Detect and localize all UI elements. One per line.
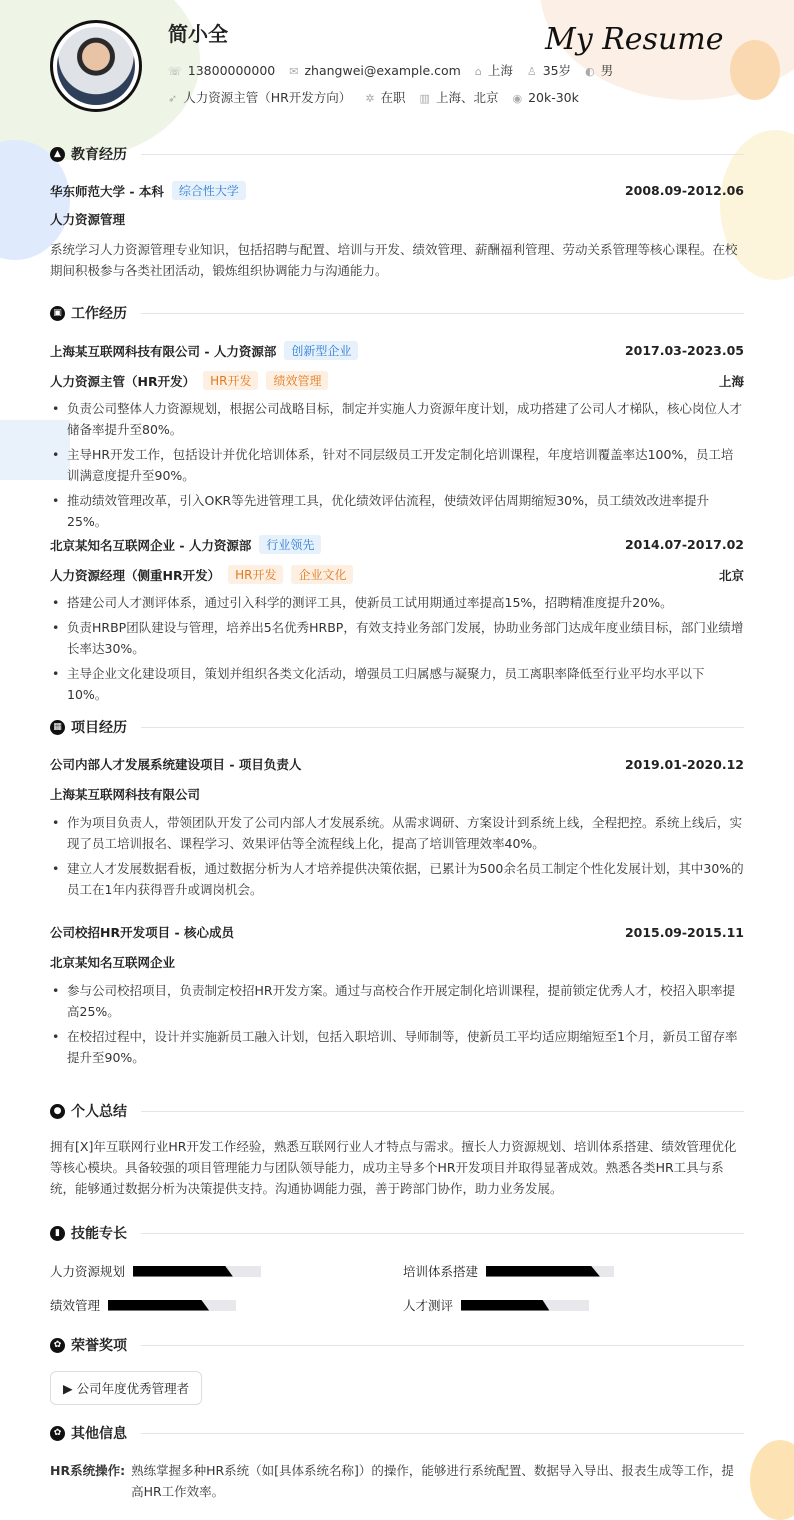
section-projects (50, 717, 744, 737)
project-header (50, 755, 744, 773)
salary: 20k-30k (528, 89, 579, 105)
section-education (50, 144, 744, 164)
position: 人力资源主管（HR开发方向） (183, 90, 352, 105)
project-date: 2019.01-2020.12 (624, 756, 744, 772)
skill-item (50, 1262, 261, 1280)
briefcase-icon: ▣ (50, 306, 65, 321)
other-label: HR系统操作: (50, 1463, 126, 1478)
major-text: 人力资源管理 (50, 212, 126, 227)
skill-bar (461, 1300, 589, 1311)
work-city: 北京 (718, 567, 744, 583)
building-icon: ▥ (419, 92, 430, 105)
role: 人力资源主管（HR开发） (50, 373, 196, 389)
skill-name: 人才测评 (403, 1298, 454, 1313)
other-text: 熟练掌握多种HR系统（如[具体系统名称]）的操作，能够进行系统配置、数据导入导出、报表生成等工作，提高HR工作效率。 (131, 1463, 734, 1499)
project-name: 公司校招HR开发项目 - 核心成员 (50, 925, 234, 940)
bullet: • 参与公司校招项目，负责制定校招HR开发方案。通过与高校合作开展定制化培训课程，提前锁定优秀人才，校招入职率提高25%。 (50, 980, 744, 1022)
company-tag: 行业领先 (259, 535, 321, 554)
section-summary (50, 1101, 744, 1121)
summary-text: 拥有[X]年互联网行业HR开发工作经验，熟悉互联网行业人才特点与需求。擅长人力资源规划、培训体系搭建、绩效管理优化等核心模块。具备较强的项目管理能力与团队领导能力，成功主导多个HR开发项目并取得显著成效。熟悉各类HR工具与系统，能够通过数据分析为决策提供支持。沟通协调能力强，善于跨部门协作，助力业务发展。 (50, 1139, 737, 1196)
section-work (50, 303, 744, 323)
section-title: 个人总结 (71, 1104, 127, 1120)
info-icon: ✿ (50, 1426, 65, 1441)
skill-item (403, 1262, 614, 1280)
project-bullets (50, 812, 744, 904)
project-org-name: 北京某知名互联网企业 (50, 955, 176, 970)
work-title-group (50, 341, 358, 360)
school: 华东师范大学 - 本科 (50, 183, 164, 199)
mail-icon: ✉ (289, 64, 299, 78)
bullet: • 作为项目负责人，带领团队开发了公司内部人才发展系统。从需求调研、方案设计到系统上线，全程把控。系统上线后，实现了员工培训报名、课程学习、效果评估等全流程线上化，提高了培训管理效率40%。 (50, 812, 744, 854)
bullet: • 负责公司整体人力资源规划，根据公司战略目标，制定并实施人力资源年度计划，成功搭建了公司人才梯队，核心岗位人才储备率提升至80%。 (50, 398, 744, 440)
gender: 男 (600, 63, 614, 78)
section-title: 其他信息 (71, 1426, 127, 1442)
work-header (50, 535, 744, 554)
education-description: 系统学习人力资源管理专业知识，包括招聘与配置、培训与开发、绩效管理、薪酬福利管理、劳动关系管理等核心课程。在校期间积极参与各类社团活动，锻炼组织协调能力与沟通能力。 (50, 242, 738, 278)
skill-bar-fill (486, 1266, 600, 1277)
work-title-group (50, 535, 321, 554)
section-other (50, 1423, 744, 1443)
company: 上海某互联网科技有限公司 - 人力资源部 (50, 343, 277, 359)
bullet: • 主导HR开发工作，包括设计并优化培训体系，针对不同层级员工开发定制化培训课程，年度培训覆盖率达100%，员工培训满意度提升至90%。 (50, 444, 744, 486)
education-date: 2008.09-2012.06 (624, 183, 744, 198)
company-tag: 创新型企业 (284, 341, 358, 360)
skill-bar-fill (108, 1300, 209, 1311)
status: 在职 (380, 90, 406, 105)
section-awards (50, 1335, 744, 1355)
skill-name: 绩效管理 (50, 1298, 101, 1313)
age-icon: ♙ (526, 65, 537, 78)
phone: 13800000000 (187, 62, 276, 78)
city: 上海 (487, 63, 513, 78)
project-org-name: 上海某互联网科技有限公司 (50, 787, 201, 802)
role-row (50, 565, 744, 584)
bullet: • 推动绩效管理改革，引入OKR等先进管理工具，优化绩效评估流程，使绩效评估周期缩短30%，员工绩效改进率提升25%。 (50, 490, 744, 532)
home-icon: ⌂ (474, 65, 482, 78)
grid-icon: ▦ (50, 720, 65, 735)
role-row (50, 371, 744, 390)
resume-title-script: My Resume (545, 22, 724, 57)
skill-bar (133, 1266, 261, 1277)
role-tag: 企业文化 (291, 565, 353, 584)
skill-name: 培训体系搭建 (403, 1264, 479, 1279)
project-bullets (50, 980, 744, 1072)
triangle-icon: ▶ (63, 1381, 77, 1396)
candidate-name: 简小全 (168, 22, 228, 46)
section-title: 工作经历 (71, 306, 127, 322)
send-icon: ➶ (168, 92, 178, 105)
section-skills (50, 1223, 744, 1243)
project-name: 公司内部人才发展系统建设项目 - 项目负责人 (50, 757, 302, 772)
work-date: 2017.03-2023.05 (624, 343, 744, 358)
section-title: 教育经历 (71, 147, 127, 163)
skill-item (403, 1296, 589, 1314)
skill-item (50, 1296, 236, 1314)
education-header (50, 181, 744, 200)
section-title: 项目经历 (71, 720, 127, 736)
target-cities: 上海、北京 (435, 90, 499, 105)
role-tag: HR开发 (228, 565, 283, 584)
avatar (50, 20, 142, 112)
gender-icon: ◐ (585, 65, 595, 78)
company: 北京某知名互联网企业 - 人力资源部 (50, 537, 252, 553)
project-header (50, 923, 744, 941)
section-title: 荣誉奖项 (71, 1338, 127, 1354)
role: 人力资源经理（侧重HR开发） (50, 567, 221, 583)
bullet: • 主导企业文化建设项目，策划并组织各类文化活动，增强员工归属感与凝聚力，员工离职率降低至行业平均水平以下10%。 (50, 663, 744, 705)
award-item (50, 1371, 202, 1405)
age: 35岁 (542, 63, 572, 78)
skill-bar (108, 1300, 236, 1311)
school-tag: 综合性大学 (172, 181, 246, 200)
job-intent-row (168, 88, 579, 106)
skill-name: 人力资源规划 (50, 1264, 126, 1279)
status-icon: ✲ (365, 92, 375, 105)
salary-icon: ◉ (512, 91, 523, 105)
bullet: • 负责HRBP团队建设与管理，培养出5名优秀HRBP，有效支持业务部门发展，协助业务部门达成年度业绩目标，部门业绩增长率达30%。 (50, 617, 744, 659)
user-icon: ● (50, 1104, 65, 1119)
chart-icon: ▮ (50, 1226, 65, 1241)
award-icon: ✿ (50, 1338, 65, 1353)
role-group (50, 371, 328, 390)
project-org (50, 953, 744, 971)
role-group (50, 565, 353, 584)
project-date: 2015.09-2015.11 (624, 924, 744, 940)
bullet: • 搭建公司人才测评体系，通过引入科学的测评工具，使新员工试用期通过率提高15%，招聘精准度提升20%。 (50, 592, 744, 613)
email: zhangwei@example.com (304, 62, 461, 78)
role-tag: HR开发 (203, 371, 258, 390)
graduation-cap-icon: ▲ (50, 147, 65, 162)
section-title: 技能专长 (71, 1226, 127, 1242)
phone-icon: ☏ (168, 64, 182, 78)
work-header (50, 341, 744, 360)
project-org (50, 785, 744, 803)
bullet: • 建立人才发展数据看板，通过数据分析为人才培养提供决策依据，已累计为500余名员工制定个性化发展计划，其中30%的员工在1年内获得晋升或调岗机会。 (50, 858, 744, 900)
skill-bar-fill (461, 1300, 549, 1311)
skill-bar (486, 1266, 614, 1277)
work-bullets (50, 398, 744, 536)
work-bullets (50, 592, 744, 709)
role-tag: 绩效管理 (266, 371, 328, 390)
major (50, 210, 744, 228)
work-city: 上海 (718, 373, 744, 389)
contact-row (168, 61, 613, 79)
skill-bar-fill (133, 1266, 233, 1277)
other-info (50, 1460, 744, 1502)
bullet: • 在校招过程中，设计并实施新员工融入计划，包括入职培训、导师制等，使新员工平均适应期缩短至1个月，新员工留存率提升至90%。 (50, 1026, 744, 1068)
award-label: 公司年度优秀管理者 (76, 1381, 190, 1396)
work-date: 2014.07-2017.02 (624, 537, 744, 552)
